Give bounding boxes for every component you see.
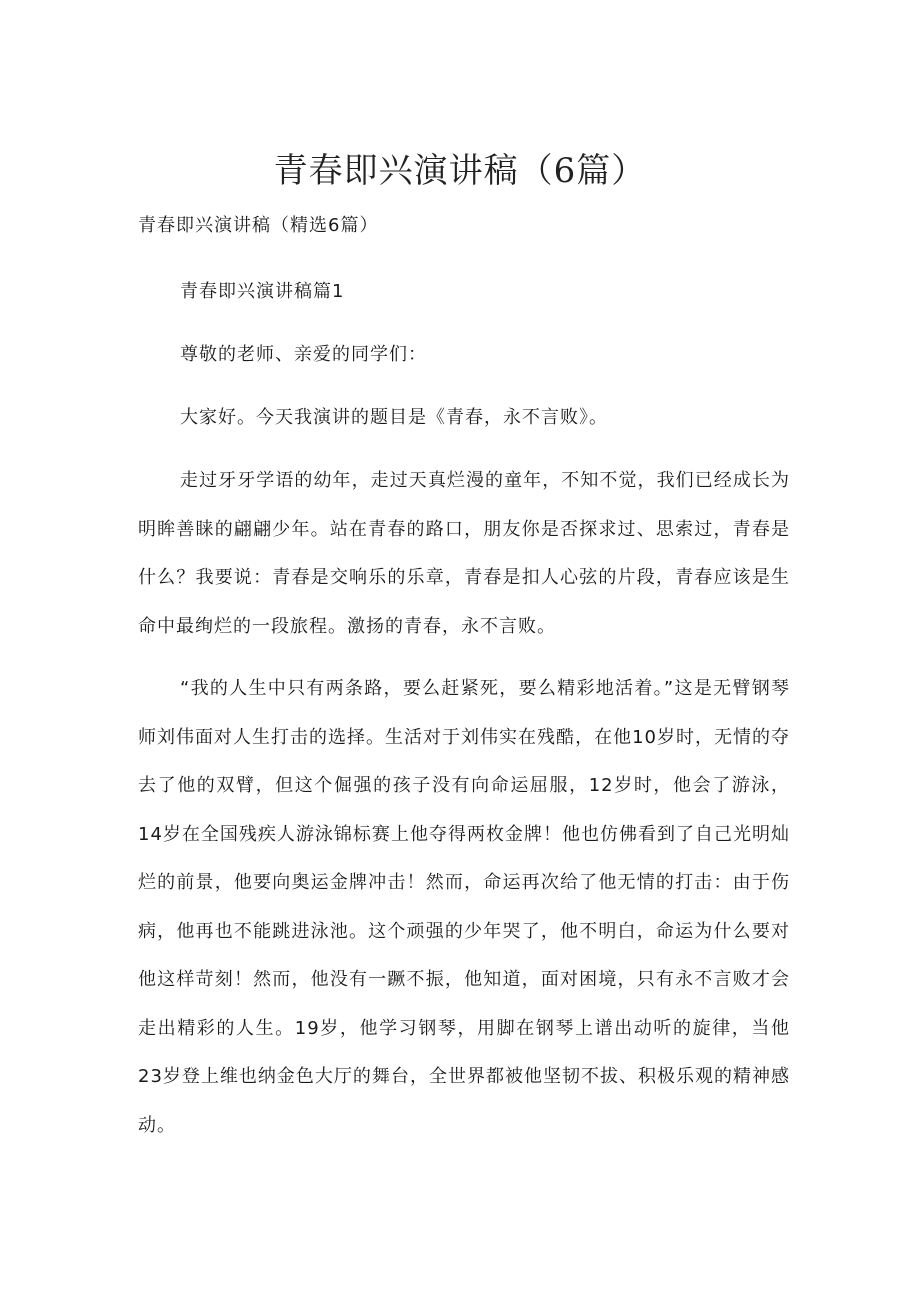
document-subtitle: 青春即兴演讲稿（精选6篇）: [138, 215, 379, 236]
section-heading: 青春即兴演讲稿篇1: [180, 281, 345, 302]
document-title: 青春即兴演讲稿（6篇）: [273, 151, 647, 191]
greeting: 大家好。今天我演讲的题目是《青春，永不言败》。: [180, 407, 608, 428]
paragraph-liu-wei: “我的人生中只有两条路，要么赶紧死，要么精彩地活着。”这是无臂钢琴师刘伟面对人生打击的选择。生活对于刘伟实在残酷，在他10岁时，无情的夺去了他的双臂，但这个倔强的孩子没有向命运屈服，12岁时，他会了游泳，14岁在全国残疾人游泳锦标赛上他夺得两枚金牌！他也仿佛看到了自己光明灿烂的前景，他要向奥运金牌冲击！然而，命运再次给了他无情的打击：由于伤病，他再也不能跳进泳池。这个顽强的少年哭了，他不明白，命运为什么要对他这样苛刻！然而，他没有一蹶不振，他知道，面对困境，只有永不言败才会走出精彩的人生。19岁，他学习钢琴，用脚在钢琴上谱出动听的旋律，当他23岁登上维也纳金色大厅的舞台，全世界都被他坚韧不拔、积极乐观的精神感动。: [138, 678, 790, 1136]
paragraph-intro: 走过牙牙学语的幼年，走过天真烂漫的童年，不知不觉，我们已经成长为明眸善睐的翩翩少年。站在青春的路口，朋友你是否探求过、思索过，青春是什么？我要说：青春是交响乐的乐章，青春是扣人心弦的片段，青春应该是生命中最绚烂的一段旅程。激扬的青春，永不言败。: [138, 470, 790, 637]
salutation: 尊敬的老师、亲爱的同学们：: [180, 344, 427, 365]
